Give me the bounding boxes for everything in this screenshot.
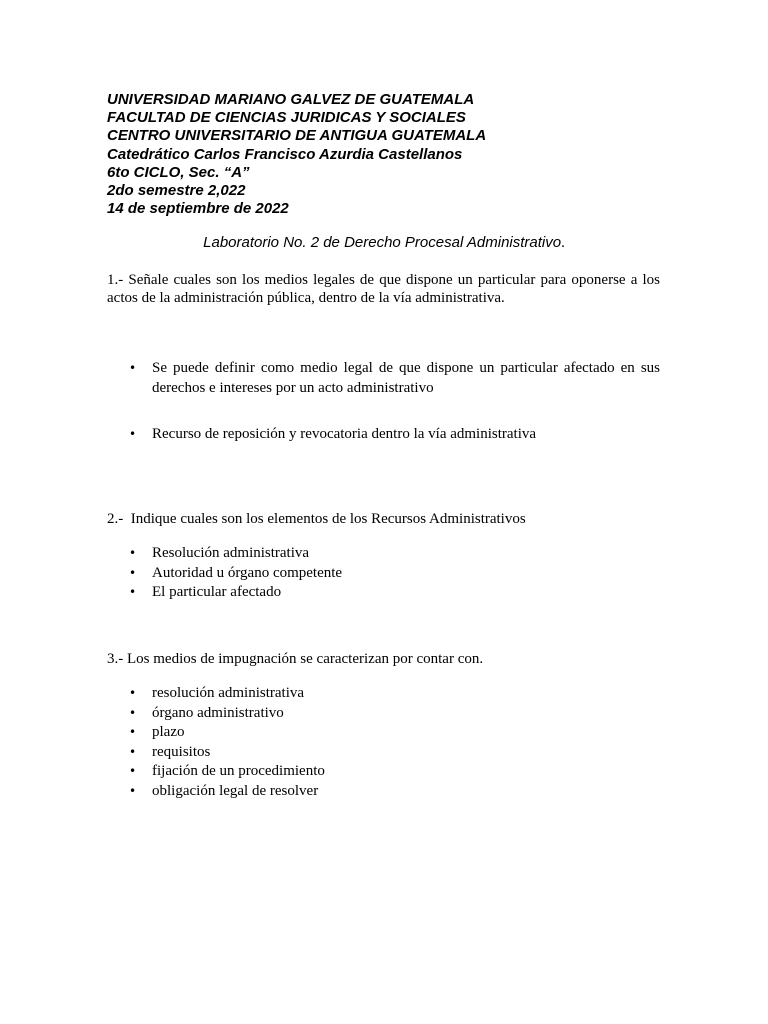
answer-text: El particular afectado: [152, 584, 282, 600]
question-2: 2.- Indique cuales son los elementos de los Recursos Administrativos: [107, 511, 526, 527]
list-item: [107, 723, 660, 743]
question-3: 3.- Los medios de impugnación se caracterizan por contar con.: [107, 651, 484, 667]
bullet-icon: •: [129, 744, 137, 759]
list-item: [107, 762, 660, 782]
list-item: [107, 425, 660, 445]
document-header: [107, 91, 667, 218]
lab-title-text: Laboratorio No. 2 de Derecho Procesal Administrativo: [203, 234, 562, 251]
cycle-section: 6to CICLO, Sec. “A”: [107, 163, 250, 181]
university-name: UNIVERSIDAD MARIANO GALVEZ DE GUATEMALA: [107, 91, 475, 108]
answer-text: órgano administrativo: [152, 704, 284, 721]
bullet-icon: •: [129, 783, 137, 798]
answer-text: fijación de un procedimiento: [152, 763, 325, 779]
lab-title: [0, 234, 768, 252]
question-1: 1.- Señale cuales son los medios legales de que dispone un particular para oponerse a los actos de la administración pública, dentro de la vía administrativa.: [107, 272, 660, 306]
answer-text: resolución administrativa: [152, 685, 305, 701]
list-item: [107, 704, 660, 724]
bullet-icon: •: [129, 546, 137, 560]
list-item: [107, 684, 660, 704]
question-3-answer-list: [107, 684, 660, 801]
answer-text: obligación legal de resolver: [152, 782, 319, 799]
list-item: [107, 583, 660, 603]
bullet-icon: •: [129, 585, 137, 599]
campus-name: CENTRO UNIVERSITARIO DE ANTIGUA GUATEMALA: [107, 127, 487, 145]
bullet-icon: •: [129, 427, 137, 441]
bullet-icon: •: [129, 686, 137, 700]
list-item: [107, 564, 660, 584]
list-item: [107, 743, 660, 763]
professor-name: Catedrático Carlos Francisco Azurdia Castellanos: [107, 145, 463, 163]
answer-text: Autoridad u órgano competente: [152, 564, 343, 581]
answer-text: Se puede definir como medio legal de que dispone un particular afectado en sus derechos e intereses por un acto administrativo: [152, 360, 660, 396]
bullet-icon: •: [129, 565, 137, 580]
lab-title-period: .: [561, 235, 565, 251]
answer-text: plazo: [152, 724, 185, 740]
bullet-icon: •: [129, 764, 137, 778]
question-1-answer-list-2: [107, 425, 660, 445]
list-item: [107, 544, 660, 564]
question-1-answer-list: [107, 359, 660, 398]
answer-text: Recurso de reposición y revocatoria dentro la vía administrativa: [152, 426, 537, 442]
list-item: [107, 359, 660, 398]
answer-text: requisitos: [152, 743, 211, 760]
semester: 2do semestre 2,022: [107, 182, 246, 200]
date: 14 de septiembre de 2022: [107, 200, 289, 218]
bullet-icon: •: [129, 705, 137, 720]
faculty-name: FACULTAD DE CIENCIAS JURIDICAS Y SOCIALES: [107, 109, 466, 127]
list-item: [107, 782, 660, 802]
bullet-icon: •: [129, 361, 137, 375]
bullet-icon: •: [129, 725, 137, 739]
question-2-answer-list: [107, 544, 660, 603]
answer-text: Resolución administrativa: [152, 545, 310, 561]
